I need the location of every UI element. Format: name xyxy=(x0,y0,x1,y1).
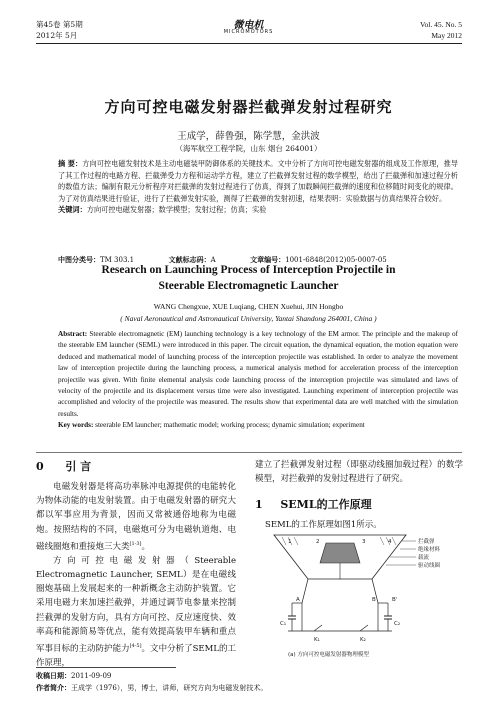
intro-p2-end: 。文中分析了SEML的工作原理， xyxy=(36,643,236,669)
node-2: 2 xyxy=(316,539,320,545)
abstract-zh xyxy=(58,158,458,216)
received-label: 收稿日期： xyxy=(36,671,71,680)
projectile-shape xyxy=(320,543,360,563)
node-C2: C₂ xyxy=(394,621,401,627)
keywords-zh-text: 方向可控电磁发射器；数学模型；发射过程；仿真；实验 xyxy=(86,205,267,215)
paper-authors-en: WANG Chengxue, XUE Luqiang, CHEN Xuehui, JIN Hongbo xyxy=(153,302,344,311)
bio-label: 作者简介： xyxy=(36,683,71,692)
label-insulation: 绝缘材料 xyxy=(418,547,441,553)
abstract-en-label: Abstract: xyxy=(58,330,88,338)
node-K1: K₁ xyxy=(314,637,320,643)
intro-section xyxy=(36,458,236,670)
intro-p1-text: 电磁发射器是将高功率脉冲电源提供的电能转化为物体动能的电发射装置。由于电磁发射器的研究大都以军事应用为背景，因而又常被通俗地称为电磁炮。按照结构的不同，电磁炮可分为电磁轨道炮、电磁线圈炮和重接炮三大类 xyxy=(36,482,236,552)
doc-code-label: 文献标志码： xyxy=(168,255,211,264)
abstract-en-text: Steerable electromagnetic (EM) launching technology is a key technology of the EM armor. The principle and the makeup of the steerable EM launcher (SEML) were introduced in this paper. The circuit equation, the dynamical equation, the motion equation were deduced and mathematical model of launching process of the interception projectile was established. In order to analyze the movement law of interception projectile during the launching process, a numerical analysis method for acceleration process of the interception projectile was given. With finite elemental analysis code launching process of the interception projectile was simulated and laws of velocity of the projectile and its displacement versus time were also investigated. Launching experiment of interception projectile was accomplished and velocity of the projectile was measured. The results show that experimental data are well matched with the simulation results. xyxy=(58,330,458,418)
header-rule xyxy=(36,43,462,44)
keywords-zh-label: 关键词： xyxy=(58,205,87,215)
article-no-label: 文章编号： xyxy=(250,255,286,264)
node-B-prime: B' xyxy=(392,597,398,603)
right-column xyxy=(255,458,463,533)
journal-vol-en: Vol. 45. No. 5 xyxy=(420,20,462,29)
article-no-value: 1001-6848(2012)05-0007-05 xyxy=(285,256,387,264)
section-1-title: SEML的工作原理 xyxy=(280,498,372,512)
paper-authors: 王成学，薛鲁强，陈学慧，金洪波 xyxy=(177,131,320,142)
label-drive-coil: 驱动线圈 xyxy=(418,563,441,569)
paper-title: 方向可控电磁发射器拦截弹发射过程研究 xyxy=(104,98,393,116)
node-4: 4 xyxy=(388,539,392,545)
journal-volume: 第45卷 第5期 xyxy=(36,20,83,29)
section-1-num: 1 xyxy=(255,498,263,512)
intro-heading-text: 引 言 xyxy=(65,460,92,473)
journal-date: 2012年 5月 xyxy=(36,31,78,40)
journal-logo: 微电机 xyxy=(233,20,264,31)
intro-heading-num: 0 xyxy=(36,460,44,473)
intro-heading xyxy=(36,458,236,474)
figure-1-seml-model xyxy=(268,533,464,661)
keywords-en-label: Key words: xyxy=(58,421,94,430)
node-K2: K₂ xyxy=(360,637,366,643)
footnote-received xyxy=(36,671,111,681)
keywords-en-text: steerable EM launcher; mathematic model; working process; dynamic simulation; experiment xyxy=(93,421,365,430)
figure-caption: (a) 方向可控电磁发射器物理模型 xyxy=(288,652,369,658)
node-1: 1 xyxy=(288,539,292,545)
section-1-text: SEML的工作原理如图1所示。 xyxy=(265,520,382,531)
doc-code-value: A xyxy=(210,256,216,264)
intro-paragraph-2 xyxy=(36,554,236,670)
node-A: A xyxy=(296,597,300,603)
node-3: 3 xyxy=(362,539,366,545)
section-1-heading xyxy=(255,496,463,512)
paper-affiliation: （海军航空工程学院，山东 烟台 264001） xyxy=(175,144,322,153)
intro-p1-end: 。 xyxy=(141,541,150,552)
received-date: 2011-09-09 xyxy=(71,672,112,680)
label-projectile: 拦截弹 xyxy=(418,539,435,545)
clc-label: 中图分类号： xyxy=(58,255,100,264)
abstract-en xyxy=(58,329,458,432)
node-B: B xyxy=(372,597,376,603)
footnote-rule xyxy=(36,667,176,668)
abstract-zh-text: 方向可控电磁发射技术是主动电磁装甲防御体系的关键技术。文中分析了方向可控电磁发射器的组成及工作原理，推导了其工作过程的电路方程、拦截弹受力方程和运动学方程，建立了拦截弹发射过程的数学模型，给出了拦截弹和加速过程分析的数值方法；编制有限元分析程序对拦截弹的发射过程进行了仿真，得到了加载瞬间拦截弹的速度和位移随时间变化的规律。为了对仿真结果进行验证，进行了拦截弹发射实验，测得了拦截弹的发射初速，结果表明：实验数据与仿真结果符合较好。 xyxy=(58,159,458,203)
clc-value: TM 303.1 xyxy=(100,256,135,264)
footnote-bio xyxy=(36,683,267,693)
intro-p2-text: 方向可控电磁发射器（Steerable Electromagnetic Launcher, SEML）是在电磁线圈炮基础上发展起来的一种新概念主动防护装置。它采用电磁力来加速拦截弹，并通过调节电参量来控制拦截弹的发射方向，具有方向可控、反应速度快、效率高和能源简易等优点，能有效提高装甲车辆和重点军事目标的主动防护能力 xyxy=(36,555,236,654)
bio-text: 王成学（1976），男，博士，讲师，研究方向为电磁发射技术。 xyxy=(71,684,268,692)
abstract-separator xyxy=(36,452,462,453)
intro-paragraph-1 xyxy=(36,480,236,554)
node-C1: C₁ xyxy=(280,621,287,627)
right-paragraph: 建立了拦截弹发射过程（即驱动线圈加载过程）的数学模型，对拦截弹的发射过程进行了研究。 xyxy=(255,460,463,485)
abstract-zh-label: 摘 要： xyxy=(58,159,83,168)
intro-p2-citation: [4-5] xyxy=(129,643,142,650)
label-current: 载流 xyxy=(418,555,430,561)
paper-title-en-2: Steerable Electromagnetic Launcher xyxy=(158,280,339,292)
journal-logo-sub: MICROMOTORS xyxy=(223,29,274,35)
paper-title-en-1: Research on Launching Process of Interception Projectile in xyxy=(101,264,396,276)
intro-p1-citation: [1-3] xyxy=(129,540,142,547)
journal-date-en: May 2012 xyxy=(431,31,462,40)
paper-affiliation-en: ( Naval Aeronautical and Astronautical University, Yantai Shandong 264001, China ) xyxy=(120,314,377,323)
